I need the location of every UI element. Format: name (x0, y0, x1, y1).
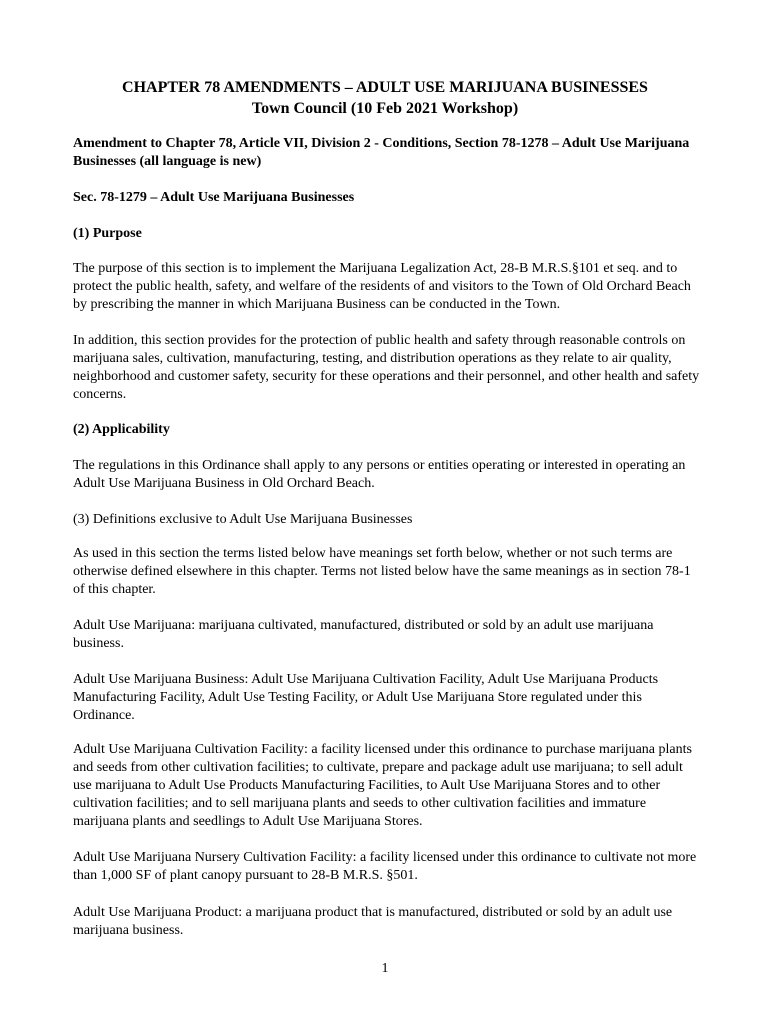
page-number: 1 (381, 961, 389, 976)
purpose-heading: (1) Purpose (73, 226, 142, 241)
applicability-heading: (2) Applicability (73, 422, 170, 437)
purpose-paragraph-1: The purpose of this section is to implement the Marijuana Legalization Act, 28-B M.R.S.§101 et seq. and to protect the public health, safety, and welfare of the residents of and visitors to the Town of Old Orchard Beach by prescribing the manner in which Marijuana Business can be conducted in the Town. (73, 261, 691, 312)
definition-nursery-cultivation: Adult Use Marijuana Nursery Cultivation Facility: a facility licensed under this ordinance to cultivate not more than 1,000 SF of plant canopy pursuant to 28-B M.R.S. §501. (73, 850, 697, 883)
section-heading: Sec. 78-1279 – Adult Use Marijuana Businesses (73, 190, 355, 205)
definition-business: Adult Use Marijuana Business: Adult Use Marijuana Cultivation Facility, Adult Use Marijuana Products Manufacturing Facility, Adult Use Testing Facility, or Adult Use Marijuana Store regulated under this Ordinance. (73, 672, 659, 723)
amendment-heading: Amendment to Chapter 78, Article VII, Division 2 - Conditions, Section 78-1278 – Adult Use Marijuana Businesses (all language is new) (73, 136, 690, 169)
applicability-paragraph: The regulations in this Ordinance shall apply to any persons or entities operating or interested in operating an Adult Use Marijuana Business in Old Orchard Beach. (73, 458, 686, 491)
definition-cultivation-facility: Adult Use Marijuana Cultivation Facility: a facility licensed under this ordinance to purchase marijuana plants and seeds from other cultivation facilities; to cultivate, prepare and package adult use marijuana; to sell adult use marijuana to Adult Use Products Manufacturing Facilities, to Ault Use Marijuana Stores and to other cultivation facilities; and to sell marijuana plants and seeds to other cultivation facilities and immature marijuana plants and seedlings to Adult Use Marijuana Stores. (73, 742, 692, 829)
definition-product: Adult Use Marijuana Product: a marijuana product that is manufactured, distributed or sold by an adult use marijuana business. (73, 905, 673, 938)
document-subtitle: Town Council (10 Feb 2021 Workshop) (251, 100, 519, 117)
purpose-paragraph-2: In addition, this section provides for the protection of public health and safety through reasonable controls on marijuana sales, cultivation, manufacturing, testing, and distribution operations as they relate to air quality, neighborhood and customer safety, security for these operations and their personnel, and other health and safety concerns. (73, 333, 700, 402)
definitions-heading: (3) Definitions exclusive to Adult Use Marijuana Businesses (73, 512, 413, 527)
definition-adult-use-marijuana: Adult Use Marijuana: marijuana cultivated, manufactured, distributed or sold by an adult use marijuana business. (73, 618, 654, 651)
definitions-intro: As used in this section the terms listed below have meanings set forth below, whether or not such terms are otherwise defined elsewhere in this chapter. Terms not listed below have the same meanings as in section 78-1 of this chapter. (73, 546, 691, 597)
document-title: CHAPTER 78 AMENDMENTS – ADULT USE MARIJUANA BUSINESSES (122, 79, 648, 96)
